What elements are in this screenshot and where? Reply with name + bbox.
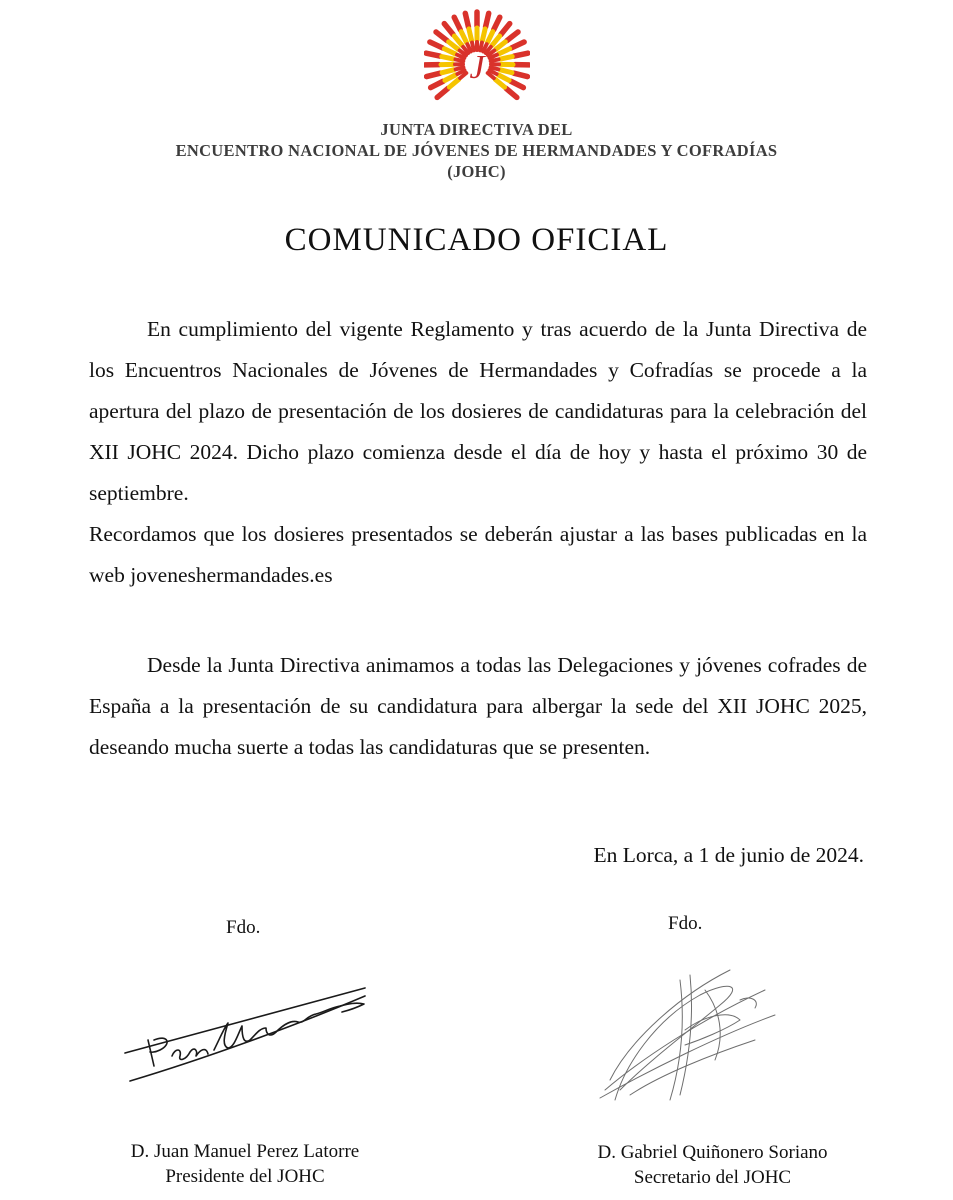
logo-ray [444, 49, 455, 54]
logo-ray [500, 70, 512, 73]
logo-ray [507, 32, 518, 41]
logo-ray [461, 32, 466, 43]
org-line-1: JUNTA DIRECTIVA DEL [380, 120, 573, 139]
fdo-label-secretary: Fdo. [668, 913, 703, 934]
signer-role: Presidente del JOHC [165, 1166, 325, 1187]
logo-ray [449, 79, 458, 87]
signer-role: Secretario del JOHC [633, 1167, 792, 1188]
logo-ray [449, 42, 458, 49]
logo-ray [454, 36, 462, 45]
logo-ray [455, 59, 463, 61]
logo-ray [492, 36, 500, 45]
logo-ray [500, 57, 512, 59]
date-line: En Lorca, a 1 de junio de 2024. [593, 843, 864, 867]
logo-ray [444, 24, 453, 35]
logo-ray [427, 73, 441, 76]
body-section-2 [89, 645, 867, 768]
logo-ray [437, 88, 448, 97]
logo-ray [426, 53, 440, 56]
logo-ray [501, 24, 510, 35]
document-title: COMUNICADO OFICIAL [284, 222, 669, 258]
body-section-1 [89, 309, 867, 596]
logo-ray [514, 73, 528, 76]
logo-ray [482, 29, 485, 41]
logo-ray [494, 17, 500, 30]
org-line-2: ENCUENTRO NACIONAL DE JÓVENES DE HERMANDADES Y COFRADÍAS [175, 141, 778, 160]
logo-ray [465, 13, 468, 27]
logo-ray [456, 67, 464, 69]
logo-ray [514, 53, 528, 56]
organization-header [0, 119, 953, 182]
logo-ray [511, 81, 523, 87]
logo-ray [496, 42, 505, 49]
logo-ray [499, 49, 510, 54]
paragraph-encouragement: Desde la Junta Directiva animamos a todas las Delegaciones y jóvenes cofrades de España a la presentación de su candidatura para albergar la sede del XII JOHC 2025, deseando mucha suerte a todas las candidaturas que se presenten. [89, 653, 867, 759]
signer-name: D. Juan Manuel Perez Latorre [130, 1141, 360, 1162]
org-line-3: (JOHC) [447, 162, 506, 181]
logo-ray [430, 42, 443, 48]
paragraph-reminder: Recordamos que los dosieres presentados se deberán ajustar a las bases publicadas en la web joveneshermandades.es [89, 522, 867, 587]
signer-name: D. Gabriel Quiñonero Soriano [597, 1142, 828, 1163]
signer-secretary [540, 1140, 885, 1190]
logo-ray [436, 32, 447, 41]
logo-ray [511, 42, 524, 48]
logo-ray [442, 70, 454, 73]
logo-ray [491, 67, 499, 69]
logo-initial: J [469, 49, 485, 86]
logo-ray [506, 88, 517, 97]
logo-ray [495, 79, 504, 87]
logo-ray [445, 75, 456, 80]
secretary-signature [590, 960, 780, 1110]
signer-president [95, 1139, 395, 1189]
fdo-label-president: Fdo. [226, 917, 261, 938]
logo-ray [486, 13, 489, 27]
logo-ray [498, 75, 509, 80]
paragraph-opening: En cumplimiento del vigente Reglamento y tras acuerdo de la Junta Directiva de los Encuentros Nacionales de Jóvenes de Hermandades y Cofradías se procede a la apertura del plazo de presentación de los dosieres de candidaturas para la celebración del XII JOHC 2024. Dicho plazo comienza desde el día de hoy y hasta el próximo 30 de septiembre. [89, 317, 867, 505]
johc-logo [424, 6, 530, 112]
logo-ray [431, 81, 443, 87]
logo-ray [442, 57, 454, 59]
logo-ray [454, 17, 460, 30]
logo-ray [491, 59, 499, 61]
logo-ray [488, 32, 493, 43]
logo-ray [469, 29, 472, 41]
president-signature [120, 968, 370, 1088]
